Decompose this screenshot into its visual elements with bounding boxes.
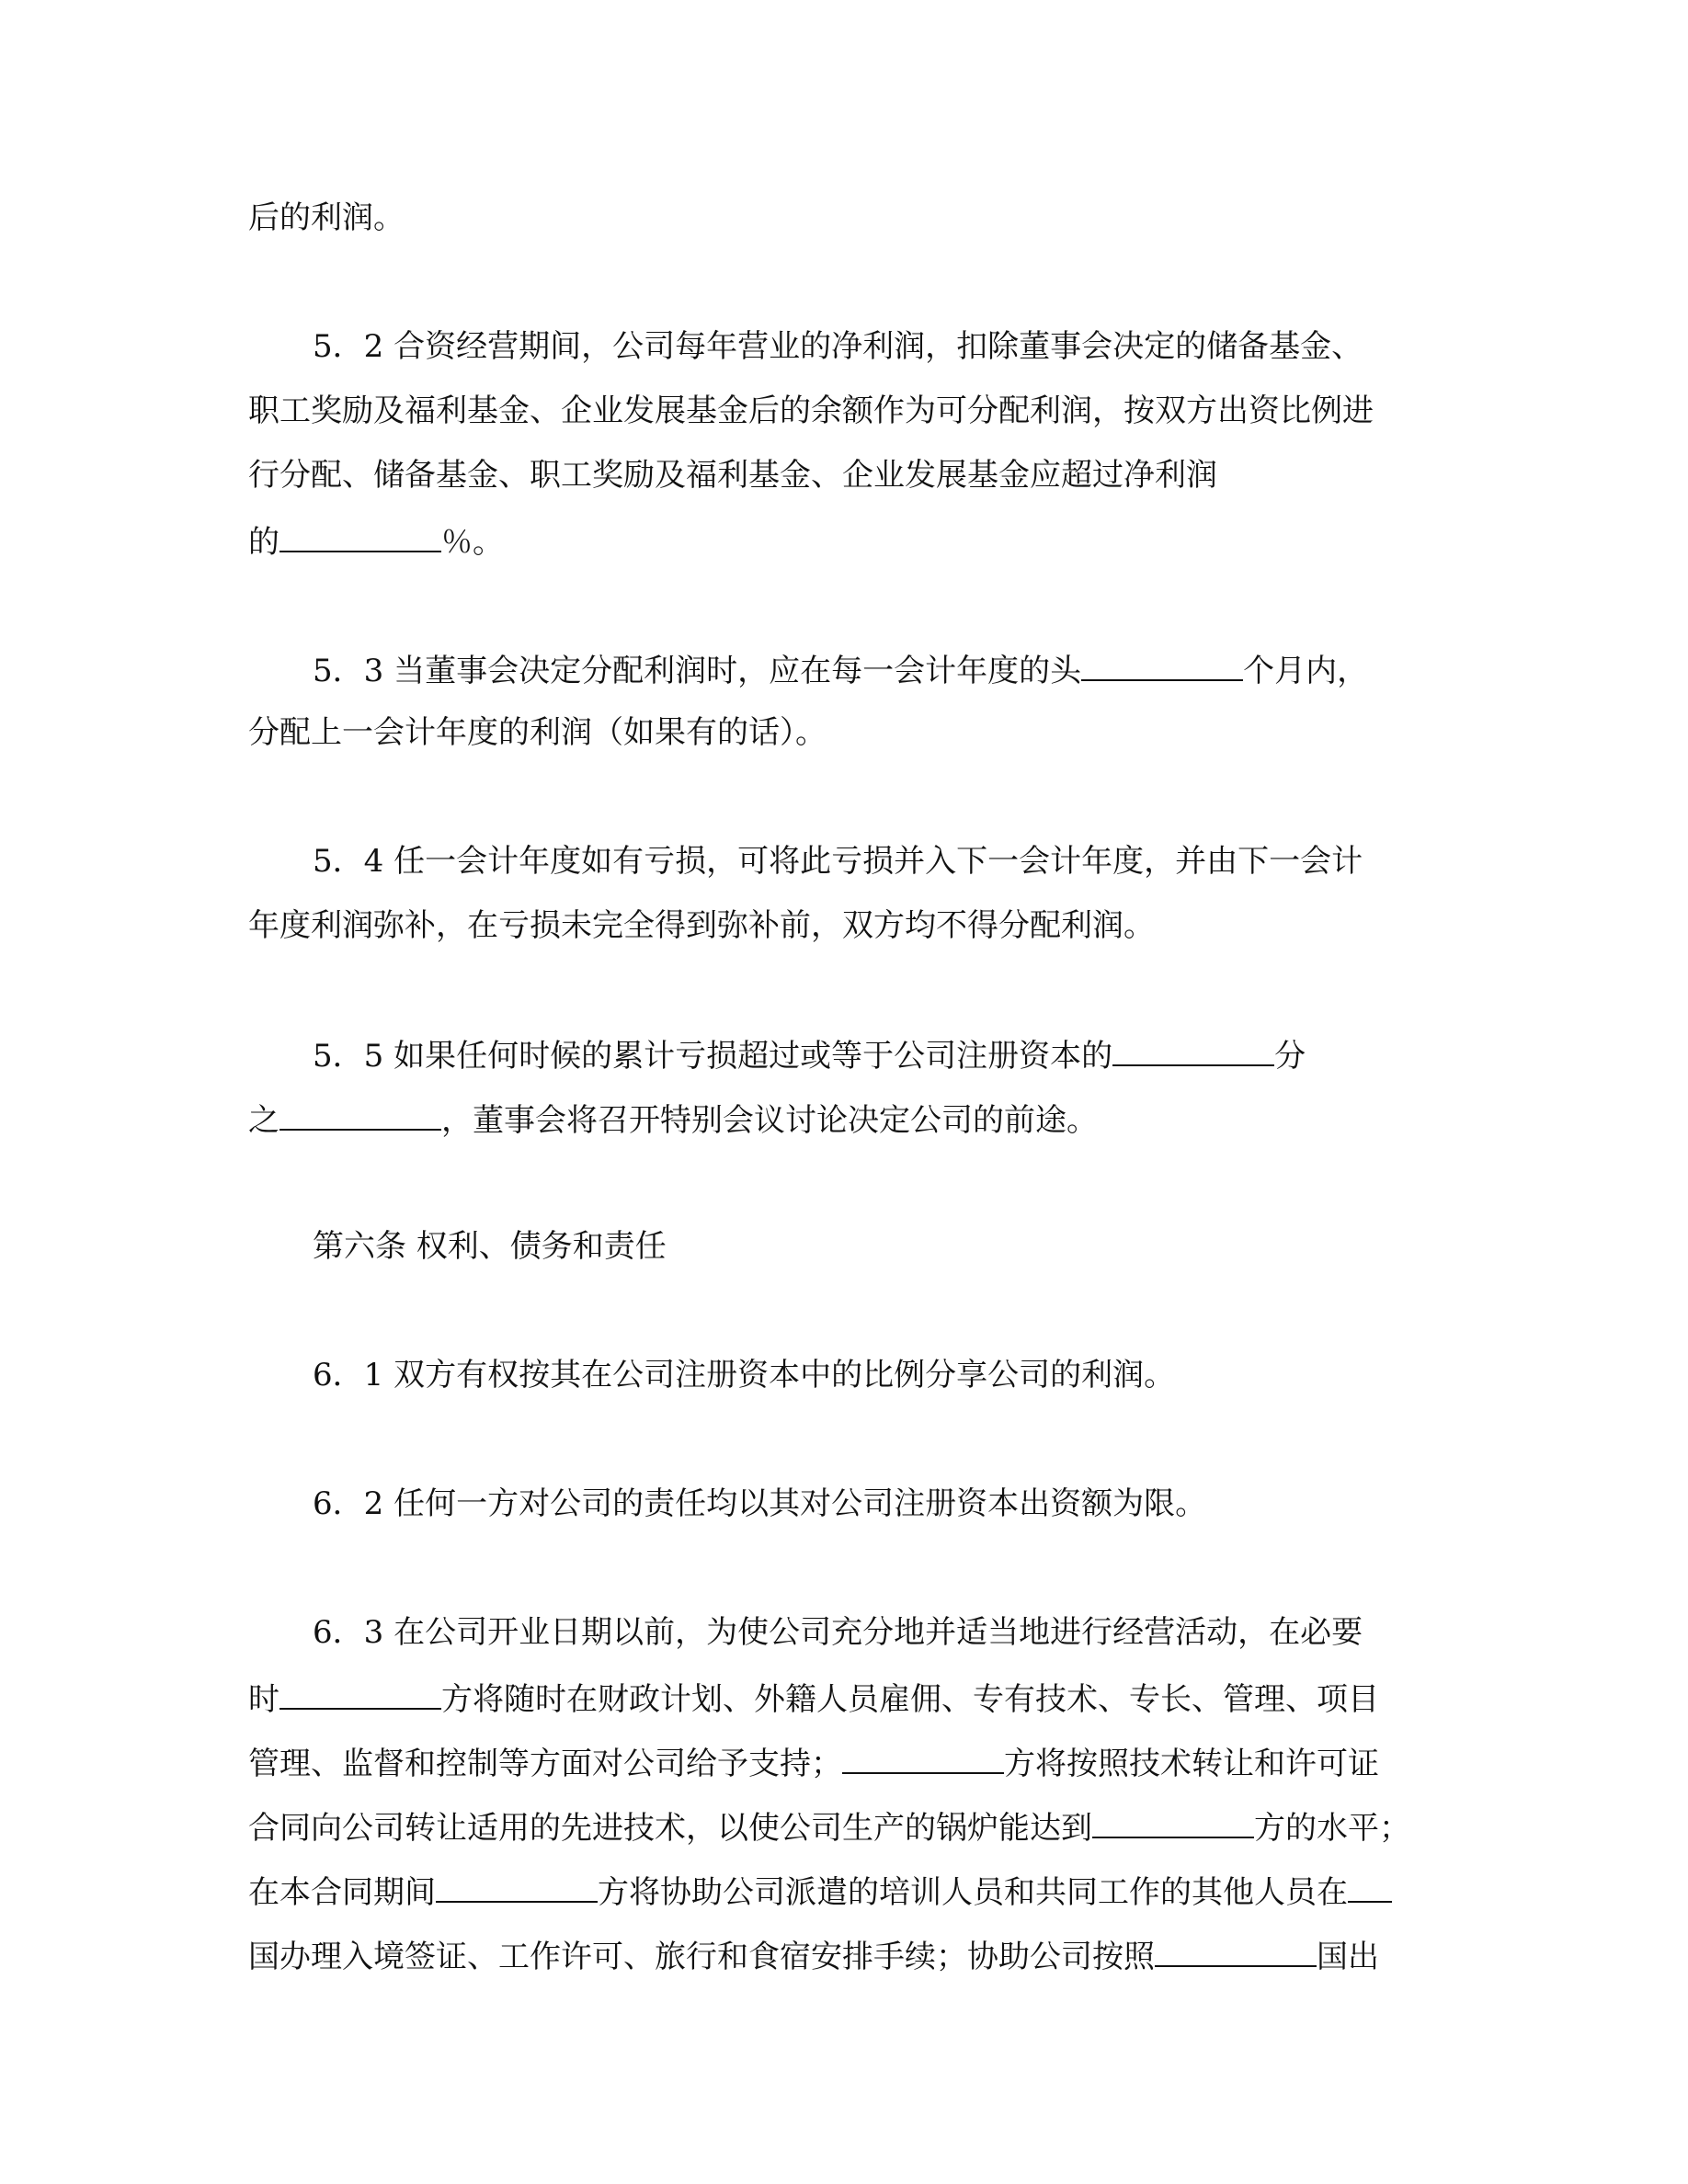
article-6-heading — [313, 1228, 667, 1265]
clause-6-3 — [313, 1614, 1363, 1651]
text-span: 5．3 当董事会决定分配利润时，应在每一会计年度的头 — [313, 653, 1082, 689]
text-line — [248, 1743, 1379, 1782]
text-span: 国出 — [1317, 1939, 1379, 1975]
text-line — [248, 714, 827, 751]
text-span: 5．2 合资经营期间，公司每年营业的净利润，扣除董事会决定的储备基金、 — [313, 328, 1363, 365]
text-span: 分 — [1274, 1038, 1306, 1075]
clause-6-2 — [313, 1485, 1206, 1522]
fill-in-blank[interactable] — [1092, 1807, 1254, 1838]
text-span: 6．3 在公司开业日期以前，为使公司充分地并适当地进行经营活动，在必要 — [313, 1614, 1363, 1651]
clause-6-1 — [313, 1357, 1175, 1393]
text-line — [248, 1678, 1379, 1718]
text-span: 合同向公司转让适用的先进技术，以使公司生产的锅炉能达到 — [248, 1810, 1092, 1847]
text-line — [248, 392, 1374, 429]
text-line — [248, 1871, 1392, 1911]
text-span: 的 — [248, 524, 279, 561]
text-line — [248, 1099, 1098, 1139]
text-span: 后的利润。 — [248, 199, 405, 236]
text-span: 在本合同期间 — [248, 1874, 436, 1911]
fill-in-blank[interactable] — [279, 1099, 441, 1131]
text-span: 方将按照技术转让和许可证 — [1004, 1746, 1379, 1782]
text-span: 个月内， — [1243, 653, 1369, 689]
text-line — [248, 199, 405, 236]
text-span: 5．4 任一会计年度如有亏损，可将此亏损并入下一会计年度，并由下一会计 — [313, 843, 1363, 880]
text-span: 时 — [248, 1681, 279, 1718]
clause-5-4 — [313, 843, 1363, 880]
fill-in-blank[interactable] — [1081, 650, 1243, 681]
fill-in-blank[interactable] — [279, 521, 441, 552]
text-line — [248, 907, 1155, 944]
text-span: 5．5 如果任何时候的累计亏损超过或等于公司注册资本的 — [313, 1038, 1113, 1075]
clause-5-3 — [313, 650, 1368, 689]
fill-in-blank[interactable] — [1348, 1871, 1392, 1903]
text-span: 方将协助公司派遣的培训人员和共同工作的其他人员在 — [598, 1874, 1348, 1911]
text-line — [248, 457, 1217, 494]
text-line — [248, 1936, 1379, 1975]
text-span: 方将随时在财政计划、外籍人员雇佣、专有技术、专长、管理、项目 — [441, 1681, 1379, 1718]
text-span: 管理、监督和控制等方面对公司给予支持； — [248, 1746, 842, 1782]
fill-in-blank[interactable] — [842, 1743, 1004, 1774]
clause-5-2 — [313, 328, 1363, 365]
fill-in-blank[interactable] — [1155, 1936, 1317, 1967]
text-span: 国办理入境签证、工作许可、旅行和食宿安排手续；协助公司按照 — [248, 1939, 1155, 1975]
text-span: 6．2 任何一方对公司的责任均以其对公司注册资本出资额为限。 — [313, 1485, 1207, 1522]
fill-in-blank[interactable] — [436, 1871, 598, 1903]
text-span: 方的水平； — [1254, 1810, 1410, 1847]
fill-in-blank[interactable] — [1112, 1035, 1274, 1066]
text-span: 6．1 双方有权按其在公司注册资本中的比例分享公司的利润。 — [313, 1357, 1176, 1393]
text-span: ％。 — [441, 524, 504, 561]
text-line — [248, 521, 504, 561]
text-span: 之 — [248, 1102, 279, 1139]
text-line — [248, 1807, 1410, 1847]
fill-in-blank[interactable] — [279, 1678, 441, 1710]
text-span: 第六条 权利、债务和责任 — [313, 1228, 667, 1265]
text-span: ，董事会将召开特别会议讨论决定公司的前途。 — [441, 1102, 1098, 1139]
clause-5-5 — [313, 1035, 1306, 1075]
text-span: 分配上一会计年度的利润（如果有的话）。 — [248, 714, 827, 751]
text-span: 年度利润弥补，在亏损未完全得到弥补前，双方均不得分配利润。 — [248, 907, 1155, 944]
text-span: 行分配、储备基金、职工奖励及福利基金、企业发展基金应超过净利润 — [248, 457, 1217, 494]
text-span: 职工奖励及福利基金、企业发展基金后的余额作为可分配利润，按双方出资比例进 — [248, 392, 1374, 429]
